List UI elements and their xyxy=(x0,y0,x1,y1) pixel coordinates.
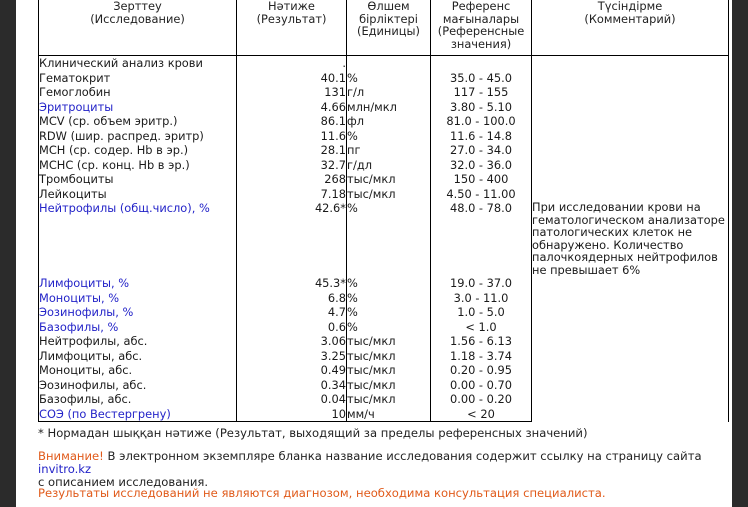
test-reference: 0.20 - 0.95 xyxy=(431,363,532,378)
test-name: Клинический анализ крови xyxy=(39,56,237,71)
test-unit: фл xyxy=(347,114,431,129)
test-name-link[interactable]: СОЭ (по Вестергрену) xyxy=(39,407,237,422)
test-name-link[interactable]: Базофилы, % xyxy=(39,320,237,335)
test-value: 0.34 xyxy=(237,378,347,393)
test-unit: % xyxy=(347,129,431,144)
header-reference: Референс мағыналары (Референсные значения) xyxy=(431,0,532,56)
test-reference: < 20 xyxy=(431,407,532,422)
test-unit: % xyxy=(347,71,431,86)
test-reference xyxy=(431,56,532,71)
test-name: Базофилы, абс. xyxy=(39,392,237,407)
test-reference: 1.18 - 3.74 xyxy=(431,349,532,364)
test-reference: 1.56 - 6.13 xyxy=(431,334,532,349)
test-name: Тромбоциты xyxy=(39,172,237,187)
test-name-link[interactable]: Нейтрофилы (общ.число), % xyxy=(39,201,237,276)
test-unit: тыс/мкл xyxy=(347,349,431,364)
test-reference: 0.00 - 0.70 xyxy=(431,378,532,393)
test-value: 3.06 xyxy=(237,334,347,349)
comment-cell xyxy=(532,276,729,422)
test-unit: % xyxy=(347,320,431,335)
test-reference: 11.6 - 14.8 xyxy=(431,129,532,144)
test-name-link[interactable]: Эритроциты xyxy=(39,100,237,115)
test-name: Нейтрофилы, абс. xyxy=(39,334,237,349)
test-reference: 27.0 - 34.0 xyxy=(431,143,532,158)
test-reference: 150 - 400 xyxy=(431,172,532,187)
test-reference: 32.0 - 36.0 xyxy=(431,158,532,173)
test-name: Гематокрит xyxy=(39,71,237,86)
test-value: 131 xyxy=(237,85,347,100)
test-unit: тыс/мкл xyxy=(347,392,431,407)
test-unit: г/л xyxy=(347,85,431,100)
test-unit: % xyxy=(347,291,431,306)
test-value: 4.66 xyxy=(237,100,347,115)
test-value: 0.04 xyxy=(237,392,347,407)
test-value: 4.7 xyxy=(237,305,347,320)
test-value: 0.49 xyxy=(237,363,347,378)
report-page xyxy=(16,0,732,507)
test-value: 7.18 xyxy=(237,187,347,202)
test-name: Лимфоциты, абс. xyxy=(39,349,237,364)
test-value: . xyxy=(237,56,347,71)
test-reference: 48.0 - 78.0 xyxy=(431,201,532,276)
table-row xyxy=(39,56,729,71)
test-reference: 81.0 - 100.0 xyxy=(431,114,532,129)
test-name: MCH (ср. содер. Hb в эр.) xyxy=(39,143,237,158)
table-row xyxy=(39,276,729,291)
test-reference: 3.0 - 11.0 xyxy=(431,291,532,306)
results-table xyxy=(38,0,729,422)
test-unit: тыс/мкл xyxy=(347,334,431,349)
comment-cell xyxy=(532,56,729,202)
test-name-link[interactable]: Эозинофилы, % xyxy=(39,305,237,320)
test-reference: 3.80 - 5.10 xyxy=(431,100,532,115)
attention-note xyxy=(38,450,732,489)
test-reference: 1.0 - 5.0 xyxy=(431,305,532,320)
test-value: 86.1 xyxy=(237,114,347,129)
test-value: 42.6* xyxy=(237,201,347,276)
disclaimer: Результаты исследований не являются диагнозом, необходима консультация специалиста. xyxy=(38,486,606,500)
test-value: 0.6 xyxy=(237,320,347,335)
test-name: Лейкоциты xyxy=(39,187,237,202)
test-reference: 117 - 155 xyxy=(431,85,532,100)
test-unit: тыс/мкл xyxy=(347,187,431,202)
footnote: * Нормадан шыққан нәтиже (Результат, выходящий за пределы референсных значений) xyxy=(38,426,588,440)
test-reference: 19.0 - 37.0 xyxy=(431,276,532,291)
test-name: MCV (ср. объем эритр.) xyxy=(39,114,237,129)
comment-text: При исследовании крови на гематологическом анализаторе патологических клеток не обнаружено. Количество палочкоядерных нейтрофилов не превышает 6% xyxy=(532,201,729,276)
test-reference: 0.00 - 0.20 xyxy=(431,392,532,407)
test-unit: млн/мкл xyxy=(347,100,431,115)
test-reference: 35.0 - 45.0 xyxy=(431,71,532,86)
test-unit: % xyxy=(347,276,431,291)
table-header-row xyxy=(39,0,729,56)
test-name-link[interactable]: Лимфоциты, % xyxy=(39,276,237,291)
test-value: 6.8 xyxy=(237,291,347,306)
test-unit: г/дл xyxy=(347,158,431,173)
test-value: 3.25 xyxy=(237,349,347,364)
test-value: 45.3* xyxy=(237,276,347,291)
test-name: MCHC (ср. конц. Hb в эр.) xyxy=(39,158,237,173)
test-unit: мм/ч xyxy=(347,407,431,422)
test-unit: % xyxy=(347,305,431,320)
attention-text: В электронном экземпляре бланка название исследования содержит ссылку на страницу сайта xyxy=(103,449,702,463)
test-unit: тыс/мкл xyxy=(347,378,431,393)
test-unit: тыс/мкл xyxy=(347,172,431,187)
attention-label: Внимание! xyxy=(38,449,104,463)
test-value: 32.7 xyxy=(237,158,347,173)
test-name-link[interactable]: Моноциты, % xyxy=(39,291,237,306)
header-units: Өлшем бірліктері (Единицы) xyxy=(347,0,431,56)
test-reference: 4.50 - 11.00 xyxy=(431,187,532,202)
test-value: 268 xyxy=(237,172,347,187)
test-value: 11.6 xyxy=(237,129,347,144)
test-name: RDW (шир. распред. эритр) xyxy=(39,129,237,144)
test-value: 10 xyxy=(237,407,347,422)
attention-text-2: с описанием исследования. xyxy=(38,475,209,489)
test-unit xyxy=(347,56,431,71)
test-unit: тыс/мкл xyxy=(347,363,431,378)
test-unit: % xyxy=(347,201,431,276)
test-value: 40.1 xyxy=(237,71,347,86)
test-name: Моноциты, абс. xyxy=(39,363,237,378)
site-link[interactable]: invitro.kz xyxy=(38,462,92,476)
header-study: Зерттеу (Исследование) xyxy=(39,0,237,56)
test-reference: < 1.0 xyxy=(431,320,532,335)
header-comment: Түсіндірме (Комментарий) xyxy=(532,0,729,56)
test-name: Гемоглобин xyxy=(39,85,237,100)
table-row xyxy=(39,201,729,276)
header-result: Нәтиже (Результат) xyxy=(237,0,347,56)
test-name: Эозинофилы, абс. xyxy=(39,378,237,393)
test-value: 28.1 xyxy=(237,143,347,158)
test-unit: пг xyxy=(347,143,431,158)
